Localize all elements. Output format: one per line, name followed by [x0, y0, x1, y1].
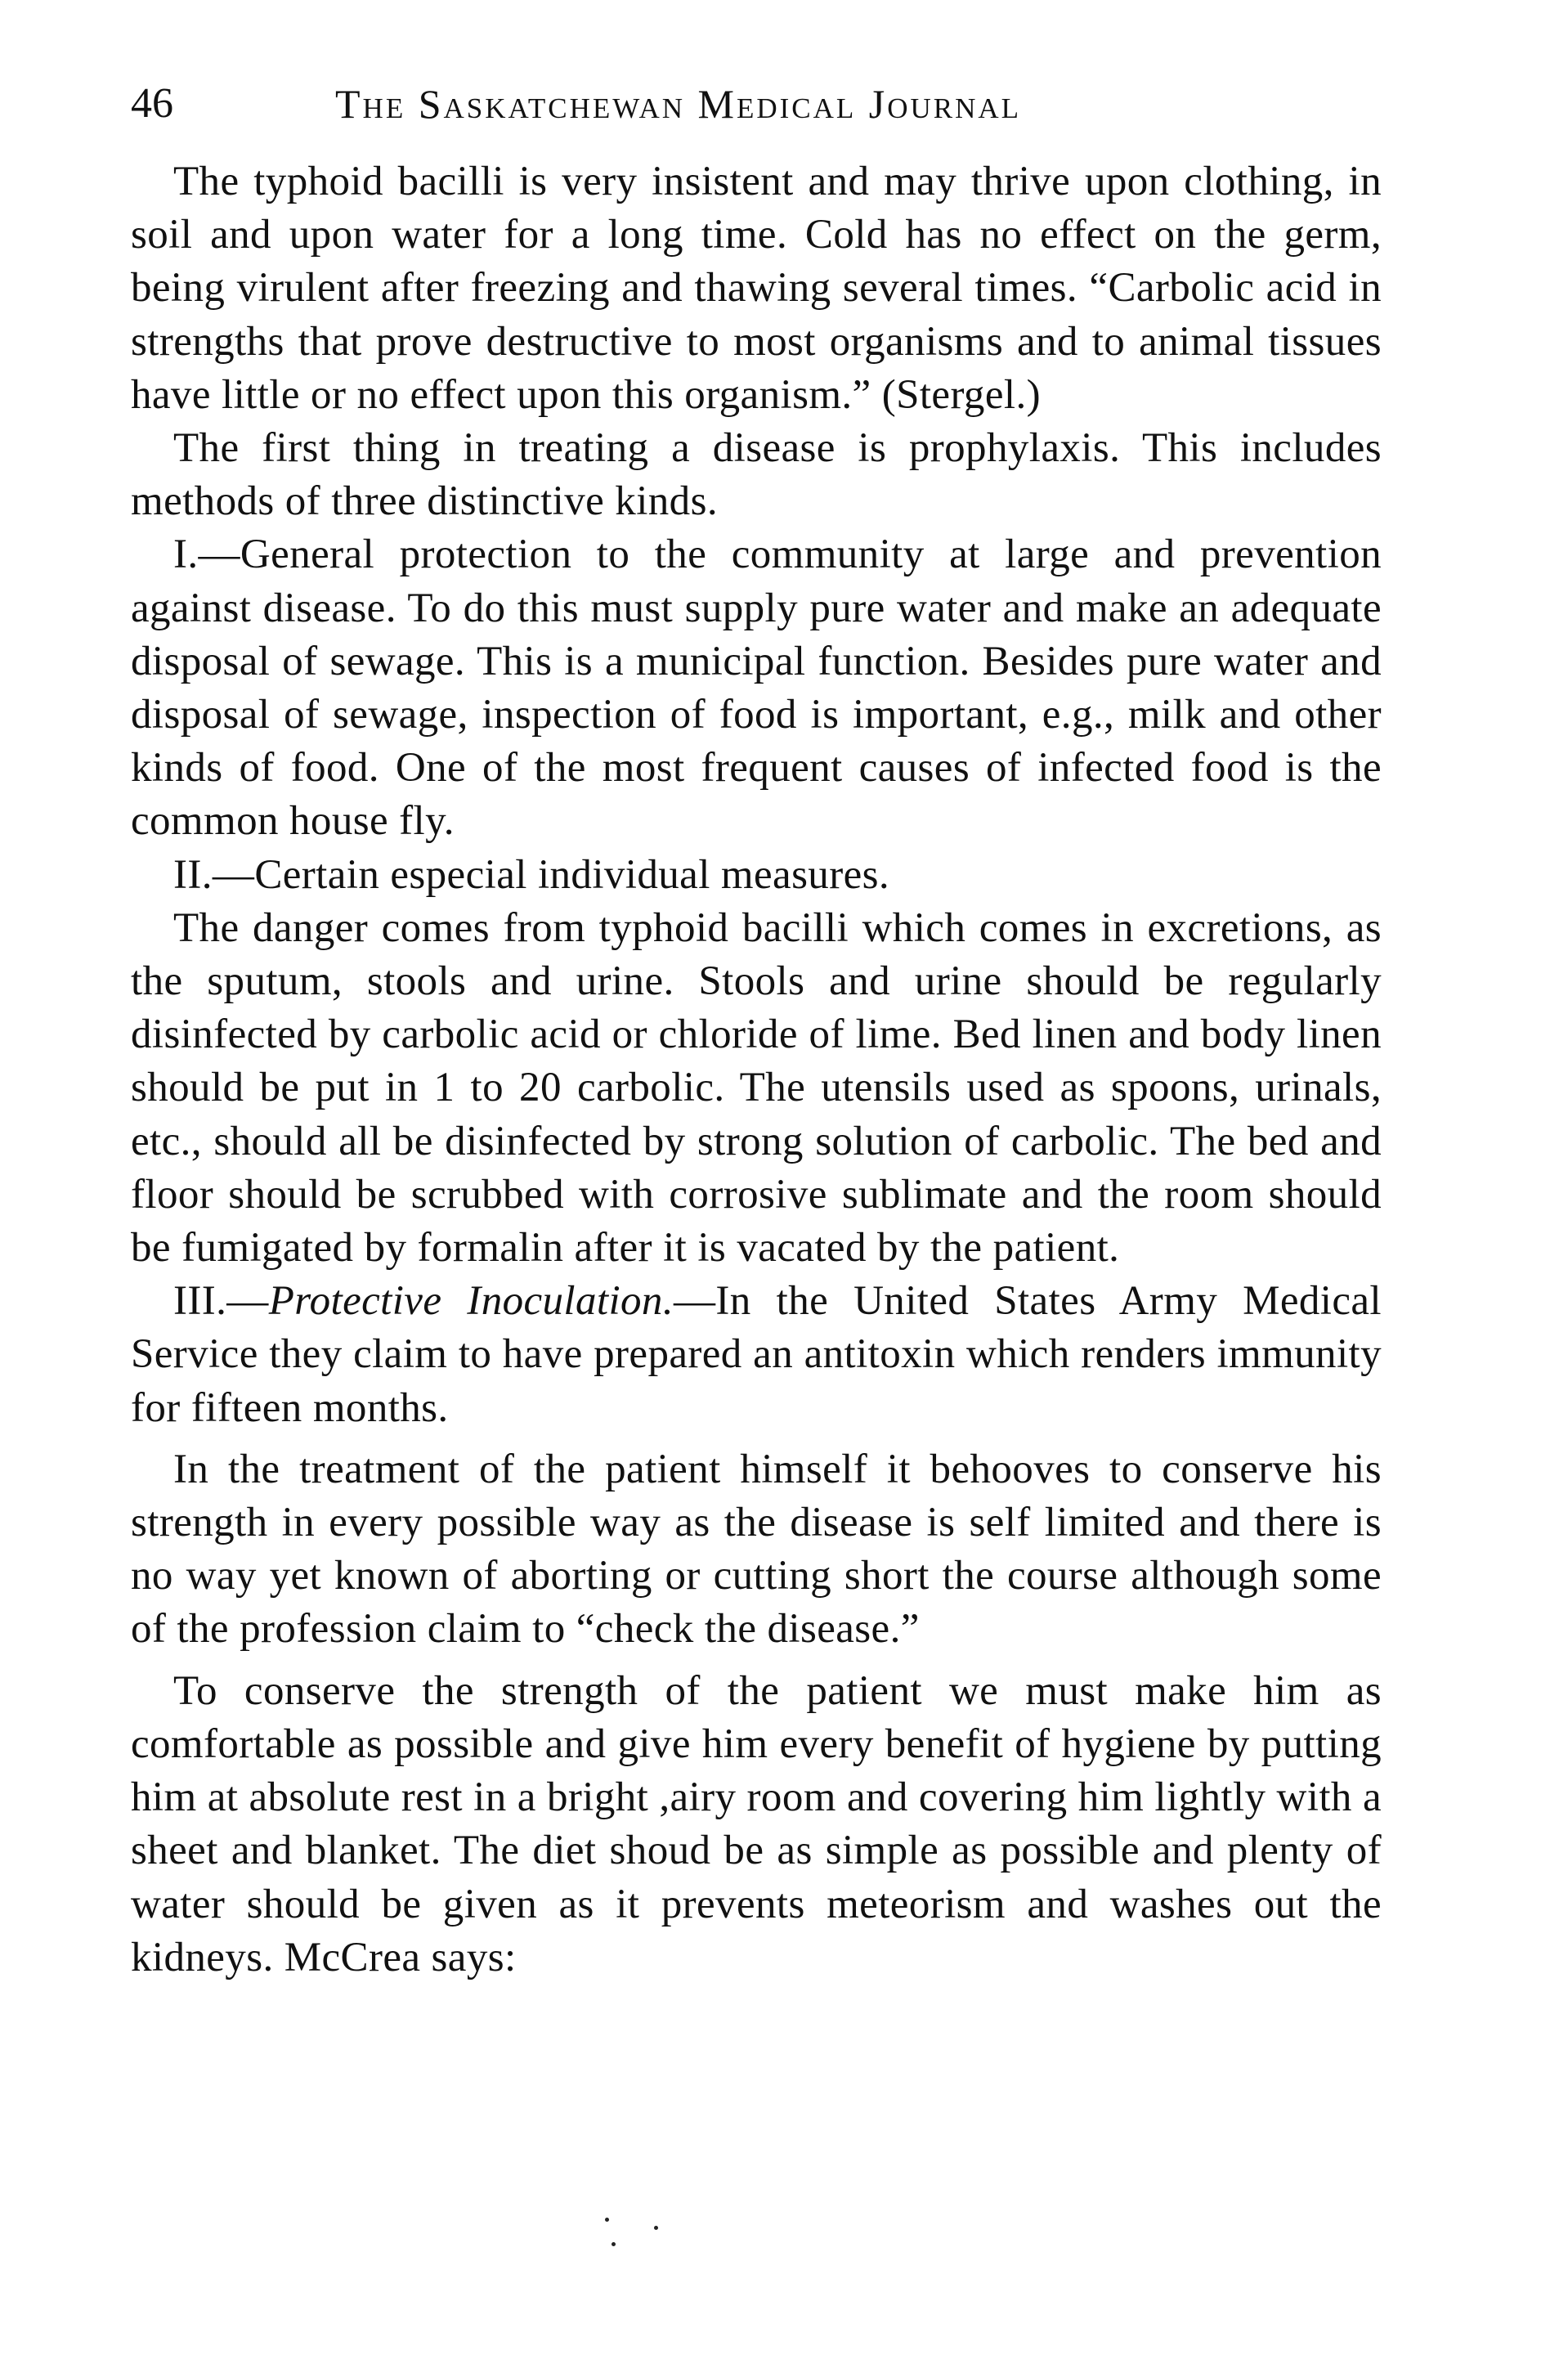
print-specks: [605, 2218, 703, 2250]
paragraph-prophylaxis: The first thing in treating a disease is prophylaxis. This includes methods of three distinctive kinds.: [131, 425, 1382, 525]
paragraph-danger-excretions: The danger comes from typhoid bacilli which comes in excretions, as the sputum, stools and urine. Stools and urine should be regularly disinfected by carbolic acid or chloride of lime. Bed linen and body linen should be put in 1 to 20 carbolic. The utensils used as spoons, urinals, etc., should all be disinfected by strong solution of carbolic. The bed and floor should be scrubbed with corrosive sublimate and the room should be fumigated by formalin after it is vacated by the patient.: [131, 904, 1382, 1272]
speck: [605, 2218, 609, 2222]
speck: [654, 2226, 658, 2230]
speck: [612, 2242, 616, 2246]
inoculation-prefix: III.—: [173, 1278, 269, 1325]
running-head: The Saskatchewan Medical Journal: [335, 81, 1022, 127]
article-body: [131, 155, 1382, 1985]
inoculation-heading: Protective Inoculation.: [268, 1278, 674, 1325]
page-header: [131, 67, 1406, 141]
paragraph-individual-measures: II.—Certain especial individual measures.: [173, 851, 890, 898]
paragraph-protective-inoculation: [131, 1275, 1382, 1435]
inoculation-text: —In the United States Army Medical Service they claim to have prepared an antitoxin which renders immunity for fifteen months.: [131, 1278, 1382, 1431]
paragraph-typhoid-bacilli: The typhoid bacilli is very insistent and may thrive upon clothing, in soil and upon water for a long time. Cold has no effect on the germ, being virulent after freezing and thawing several times. “Carbolic acid in strengths that prove destructive to most organisms and to animal tissues have little or no effect upon this organism.” (Stergel.): [131, 159, 1382, 418]
paragraph-conserve-strength: To conserve the strength of the patient we must make him as comfortable as possible and give him every benefit of hygiene by putting him at absolute rest in a bright ,airy room and covering him lightly with a sheet and blanket. The diet shoud be as simple as possible and plenty of water should be given as it prevents meteorism and washes out the kidneys. McCrea says:: [131, 1667, 1382, 1980]
page-number: 46: [131, 80, 173, 127]
paragraph-general-protection: I.—General protection to the community at large and prevention against disease. To do this must supply pure water and make an adequate disposal of sewage. This is a municipal function. Besides pure water and disposal of sewage, inspection of food is important, e.g., milk and other kinds of food. One of the most frequent causes of infected food is the common house fly.: [131, 532, 1382, 845]
paragraph-treatment: In the treatment of the patient himself it behooves to conserve his strength in every possible way as the disease is self limited and there is no way yet known of aborting or cutting short the course although some of the profession claim to “check the disease.”: [131, 1446, 1382, 1653]
